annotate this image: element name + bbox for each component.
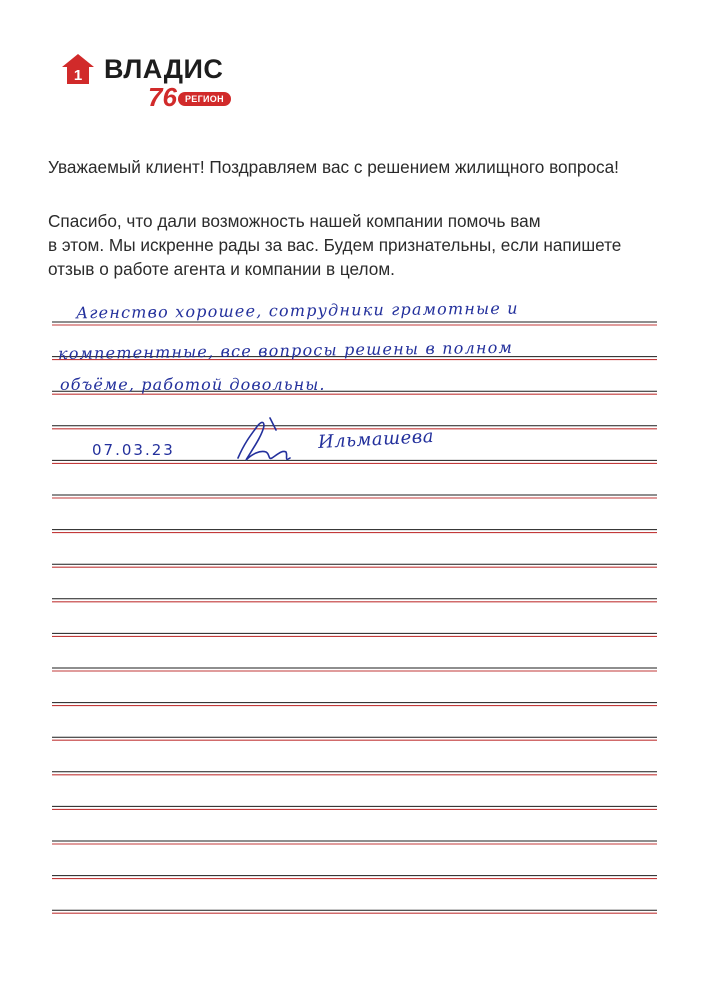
review-line: Агенство хорошее, сотрудники грамотные и [75, 298, 519, 323]
signature-mark [230, 410, 320, 470]
review-date: 07.03.23 [92, 441, 175, 459]
intro-line: отзыв о работе агента и компании в целом. [48, 259, 395, 279]
intro-line: в этом. Мы искренне рады за вас. Будем признательны, если напишете [48, 235, 622, 255]
greeting-text: Уважаемый клиент! Поздравляем вас с решением жилищного вопроса! [48, 157, 619, 177]
intro-line: Спасибо, что дали возможность нашей компании помочь вам [48, 211, 541, 231]
brand-name: ВЛАДИС [104, 54, 224, 84]
region-label: РЕГИОН [178, 92, 231, 106]
review-line: объёме, работой довольны. [60, 375, 326, 394]
svg-text:1: 1 [73, 67, 83, 84]
review-line: компетентные, все вопросы решены в полном [57, 337, 514, 364]
region-number: 76 [148, 82, 177, 112]
reviewer-name: Ильмашева [317, 425, 435, 454]
